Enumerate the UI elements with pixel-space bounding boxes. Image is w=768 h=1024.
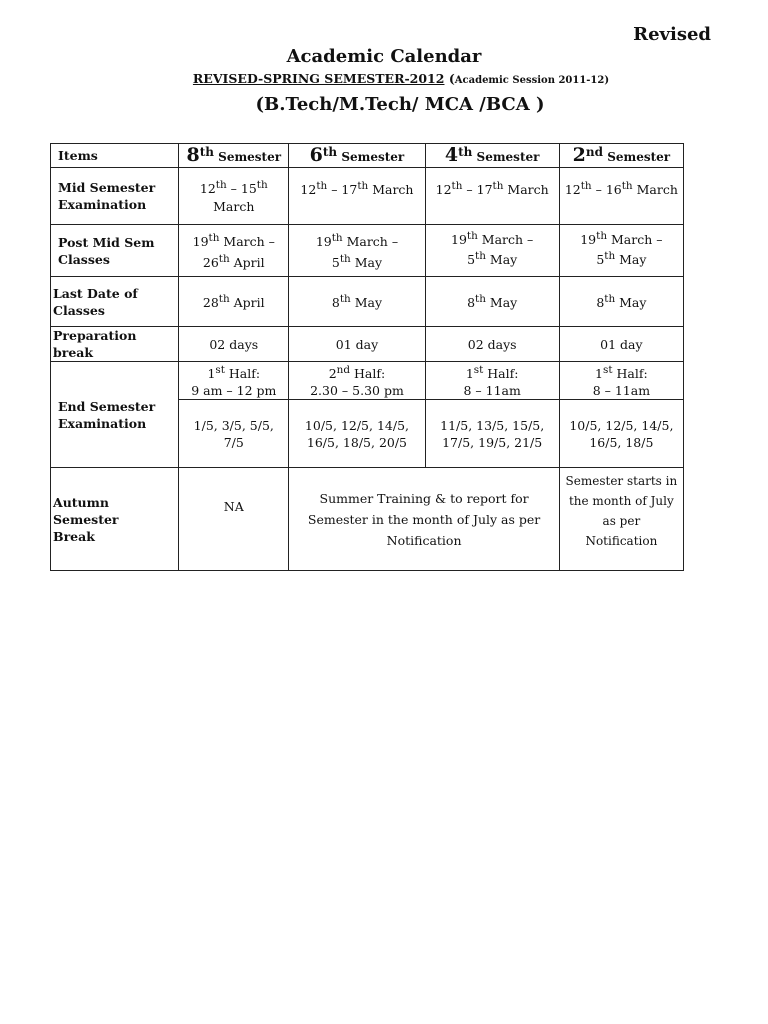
programs-heading: (B.Tech/M.Tech/ MCA /BCA ) — [255, 94, 545, 115]
end-half-cell-6th: 2nd Half: 2.30 – 5.30 pm — [289, 362, 425, 400]
table-row-last-date — [51, 277, 684, 327]
prep-cell-6th: 01 day — [289, 327, 425, 362]
prep-cell-4th: 02 days — [425, 327, 559, 362]
mid-sem-cell-6th: 12th – 17th March — [289, 168, 425, 225]
last-date-cell-4th: 8th May — [425, 277, 559, 327]
column-header-2nd: 2nd Semester — [559, 144, 683, 168]
table-row-mid-semester — [51, 168, 684, 225]
header-row — [51, 144, 684, 168]
end-dates-cell-8th: 1/5, 3/5, 5/5, 7/5 — [179, 400, 289, 468]
end-half-cell-8th: 1st Half: 9 am – 12 pm — [179, 362, 289, 400]
end-half-cell-2nd: 1st Half: 8 – 11am — [559, 362, 683, 400]
autumn-cell-8th: NA — [179, 468, 289, 571]
post-mid-cell-6th: 19th March – 5th May — [289, 225, 425, 277]
last-date-cell-6th: 8th May — [289, 277, 425, 327]
row-label-mid-semester: Mid Semester Examination — [51, 168, 179, 225]
subtitle — [0, 71, 768, 86]
column-header-4th: 4th Semester — [425, 144, 559, 168]
column-header-8th: 8th Semester — [179, 144, 289, 168]
subtitle-paren: ( — [444, 71, 455, 86]
autumn-cell-2nd: Semester starts in the month of July as per Notification — [559, 468, 683, 571]
table-row-preparation — [51, 327, 684, 362]
prep-cell-8th: 02 days — [179, 327, 289, 362]
revised-label: Revised — [633, 24, 711, 45]
items-header: Items — [51, 144, 179, 168]
page-title: Academic Calendar — [286, 46, 482, 67]
row-label-end-semester: End Semester Examination — [51, 362, 179, 468]
post-mid-cell-2nd: 19th March – 5th May — [559, 225, 683, 277]
end-dates-cell-6th: 10/5, 12/5, 14/5, 16/5, 18/5, 20/5 — [289, 400, 425, 468]
prep-cell-2nd: 01 day — [559, 327, 683, 362]
mid-sem-cell-2nd: 12th – 16th March — [559, 168, 683, 225]
end-dates-cell-2nd: 10/5, 12/5, 14/5, 16/5, 18/5 — [559, 400, 683, 468]
row-label-preparation: Preparation break — [51, 327, 179, 362]
subtitle-session: Academic Session 2011-12) — [454, 75, 610, 86]
calendar-table — [50, 143, 684, 571]
row-label-last-date: Last Date of Classes — [51, 277, 179, 327]
end-dates-cell-4th: 11/5, 13/5, 15/5, 17/5, 19/5, 21/5 — [425, 400, 559, 468]
end-half-cell-4th: 1st Half: 8 – 11am — [425, 362, 559, 400]
autumn-cell-training: Summer Training & to report for Semester in the month of July as per Notification — [289, 468, 559, 571]
row-label-autumn-break: Autumn Semester Break — [51, 468, 179, 571]
post-mid-cell-4th: 19th March – 5th May — [425, 225, 559, 277]
last-date-cell-2nd: 8th May — [559, 277, 683, 327]
table-row-post-mid-sem — [51, 225, 684, 277]
row-label-post-mid-sem: Post Mid Sem Classes — [51, 225, 179, 277]
column-header-6th: 6th Semester — [289, 144, 425, 168]
last-date-cell-8th: 28th April — [179, 277, 289, 327]
table-row-end-semester-times — [51, 362, 684, 400]
post-mid-cell-8th: 19th March – 26th April — [179, 225, 289, 277]
mid-sem-cell-4th: 12th – 17th March — [425, 168, 559, 225]
table-row-autumn-break — [51, 468, 684, 571]
subtitle-main: REVISED-SPRING SEMESTER-2012 — [192, 71, 445, 86]
mid-sem-cell-8th: 12th – 15th March — [179, 168, 289, 225]
